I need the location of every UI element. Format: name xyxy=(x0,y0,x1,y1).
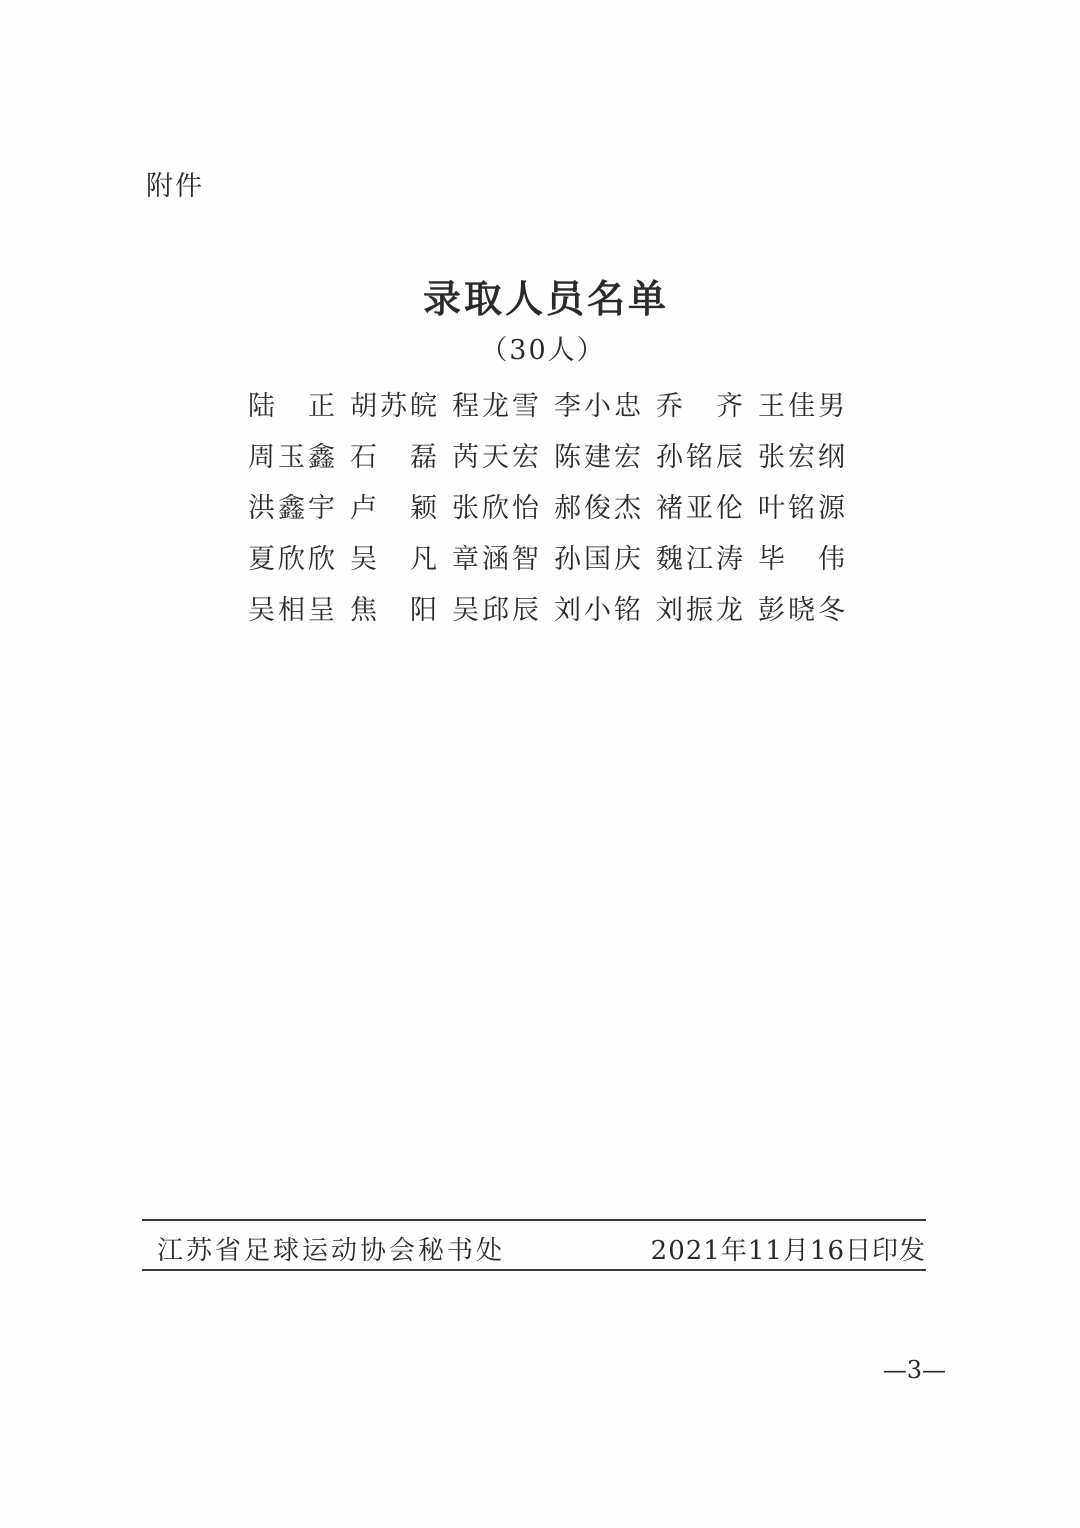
admitted-name: 刘 小 铭 xyxy=(554,595,641,626)
admitted-name: 吴 凡 xyxy=(350,544,437,575)
admitted-name: 石 磊 xyxy=(350,442,437,473)
names-row xyxy=(248,429,860,480)
footer-divider-top xyxy=(142,1219,926,1221)
admitted-name: 魏 江 涛 xyxy=(656,544,743,575)
admitted-name: 焦 阳 xyxy=(350,595,437,626)
attachment-label: 附件 xyxy=(146,171,204,202)
page-number: —3— xyxy=(882,1356,946,1384)
admitted-name: 卢 颖 xyxy=(350,493,437,524)
admitted-name: 叶 铭 源 xyxy=(758,493,845,524)
admitted-name: 章 涵 智 xyxy=(452,544,539,575)
admitted-count: （30人） xyxy=(480,335,606,366)
admitted-name: 洪 鑫 宇 xyxy=(248,493,335,524)
admitted-name: 郝 俊 杰 xyxy=(554,493,641,524)
admitted-name: 王 佳 男 xyxy=(758,391,845,422)
names-row xyxy=(248,582,860,633)
admitted-name: 胡 苏 皖 xyxy=(350,391,437,422)
admitted-name: 吴 相 呈 xyxy=(248,595,335,626)
admitted-name: 乔 齐 xyxy=(656,391,743,422)
admitted-name: 褚 亚 伦 xyxy=(656,493,743,524)
admitted-name: 孙 国 庆 xyxy=(554,544,641,575)
issuer-name: 江苏省足球运动协会秘书处 xyxy=(157,1236,506,1266)
admitted-name: 芮 天 宏 xyxy=(452,442,539,473)
admitted-name: 夏 欣 欣 xyxy=(248,544,335,575)
admitted-name: 孙 铭 辰 xyxy=(656,442,743,473)
admitted-name: 刘 振 龙 xyxy=(656,595,743,626)
admitted-name: 毕 伟 xyxy=(758,544,845,575)
admitted-name: 张 欣 怡 xyxy=(452,493,539,524)
page-title: 录取人员名单 xyxy=(422,276,669,321)
admitted-name: 李 小 忠 xyxy=(554,391,641,422)
footer-divider-bottom xyxy=(142,1269,926,1271)
admitted-name: 张 宏 纲 xyxy=(758,442,845,473)
names-row xyxy=(248,378,860,429)
admitted-name: 程 龙 雪 xyxy=(452,391,539,422)
admitted-names-list xyxy=(248,378,860,633)
admitted-name: 吴 邱 辰 xyxy=(452,595,539,626)
names-row xyxy=(248,480,860,531)
admitted-name: 陆 正 xyxy=(248,391,335,422)
admitted-name: 周 玉 鑫 xyxy=(248,442,335,473)
admitted-name: 陈 建 宏 xyxy=(554,442,641,473)
admitted-name: 彭 晓 冬 xyxy=(758,595,845,626)
issue-date: 2021年11月16日印发 xyxy=(650,1236,926,1266)
names-row xyxy=(248,531,860,582)
